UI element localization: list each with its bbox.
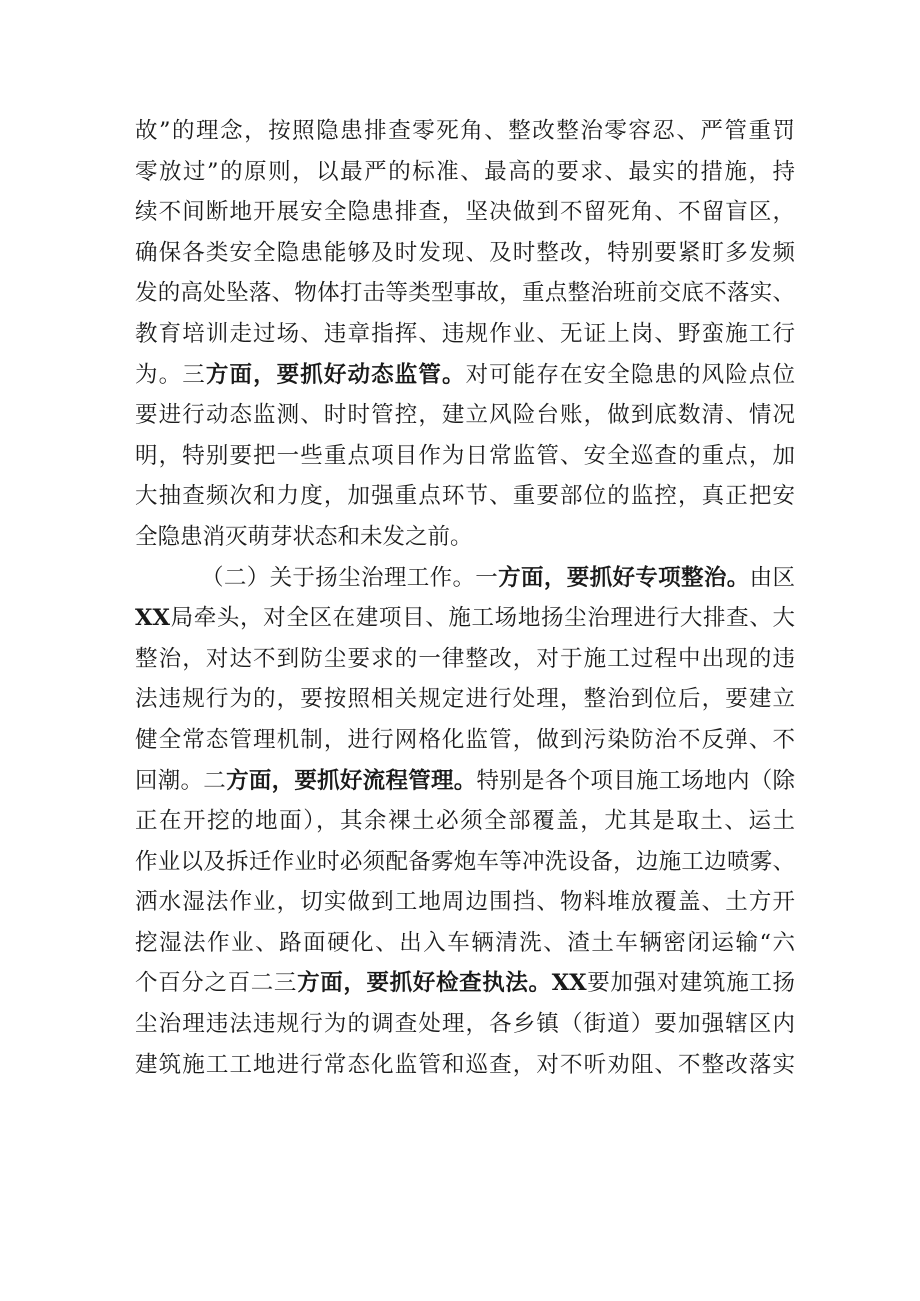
text-segment: 建筑施工工地进行常态化监管和巡查，对不听劝阻、不整改落实 — [135, 1051, 795, 1078]
text-line — [135, 476, 795, 517]
text-segment: （二）关于扬尘治理工作。一 — [201, 564, 499, 591]
text-segment: 整治，对达不到防尘要求的一律整改，对于施工过程中出现的违 — [135, 645, 795, 672]
bold-text-segment: 方面，要抓好检查执法。XX — [297, 970, 587, 997]
text-line — [135, 963, 795, 1004]
text-segment: 作业以及拆迁作业时必须配备雾炮车等冲洗设备，边施工边喷雾、 — [135, 848, 795, 875]
text-line — [135, 598, 795, 639]
text-line — [135, 720, 795, 761]
text-segment: 要加强对建筑施工扬 — [586, 970, 795, 997]
text-segment: 续不间断地开展安全隐患排查，坚决做到不留死角、不留盲区， — [135, 199, 795, 226]
text-segment: 尘治理违法违规行为的调查处理，各乡镇（街道）要加强辖区内 — [135, 1011, 795, 1038]
text-segment: 对可能存在安全隐患的风险点位 — [465, 361, 795, 388]
text-line — [135, 436, 795, 477]
text-line — [135, 558, 795, 599]
text-line — [135, 882, 795, 923]
text-segment: 健全常态管理机制，进行网格化监管，做到污染防治不反弹、不 — [135, 726, 795, 753]
text-line — [135, 801, 795, 842]
text-segment: 洒水湿法作业，切实做到工地周边围挡、物料堆放覆盖、土方开 — [135, 889, 795, 916]
text-line — [135, 1004, 795, 1045]
text-segment: 挖湿法作业、路面硬化、出入车辆清洗、渣土车辆密闭运输“六 — [135, 929, 795, 956]
text-line — [135, 923, 795, 964]
text-line — [135, 1045, 795, 1086]
text-segment: 由区 — [749, 564, 795, 591]
bold-text-segment: 方面，要抓好流程管理。 — [226, 767, 477, 794]
text-segment: 确保各类安全隐患能够及时发现、及时整改，特别要紧盯多发频 — [135, 239, 795, 266]
text-line — [135, 355, 795, 396]
bold-text-segment: XX — [135, 605, 170, 632]
text-segment: 正在开挖的地面），其余裸土必须全部覆盖，尤其是取土、运土 — [135, 808, 795, 835]
text-segment: 故”的理念，按照隐患排查零死角、整改整治零容忍、严管重罚 — [135, 118, 795, 144]
text-segment: 局牵头，对全区在建项目、施工场地扬尘治理进行大排查、大 — [169, 605, 795, 632]
text-line — [135, 517, 795, 558]
bold-text-segment: 方面，要抓好动态监管。 — [205, 361, 466, 388]
text-line — [135, 314, 795, 355]
text-segment: 全隐患消灭萌芽状态和未发之前。 — [135, 523, 473, 550]
text-line — [135, 192, 795, 233]
text-segment: 零放过”的原则，以最严的标准、最高的要求、最实的措施，持 — [135, 158, 795, 185]
text-segment: 为。三 — [135, 361, 206, 388]
text-line — [135, 761, 795, 802]
text-segment: 要进行动态监测、时时管控，建立风险台账，做到底数清、情况 — [135, 402, 795, 429]
text-segment: 法违规行为的，要按照相关规定进行处理，整治到位后，要建立 — [135, 686, 795, 713]
text-line — [135, 679, 795, 720]
text-segment: 特别是各个项目施工场地内（除 — [476, 767, 795, 794]
text-segment: 发的高处坠落、物体打击等类型事故，重点整治班前交底不落实、 — [135, 280, 795, 307]
text-segment: 明，特别要把一些重点项目作为日常监管、安全巡查的重点，加 — [135, 442, 795, 469]
text-segment: 回潮。二 — [135, 767, 227, 794]
text-line — [135, 842, 795, 883]
text-line — [135, 273, 795, 314]
text-line — [135, 233, 795, 274]
text-line — [135, 111, 795, 152]
text-line — [135, 639, 795, 680]
text-segment: 个百分之百二三 — [135, 970, 298, 997]
text-segment: 教育培训走过场、违章指挥、违规作业、无证上岗、野蛮施工行 — [135, 320, 795, 347]
text-segment: 大抽查频次和力度，加强重点环节、重要部位的监控，真正把安 — [135, 483, 795, 510]
body-text — [135, 111, 795, 1085]
bold-text-segment: 方面，要抓好专项整治。 — [498, 564, 750, 591]
text-line — [135, 152, 795, 193]
text-line — [135, 395, 795, 436]
